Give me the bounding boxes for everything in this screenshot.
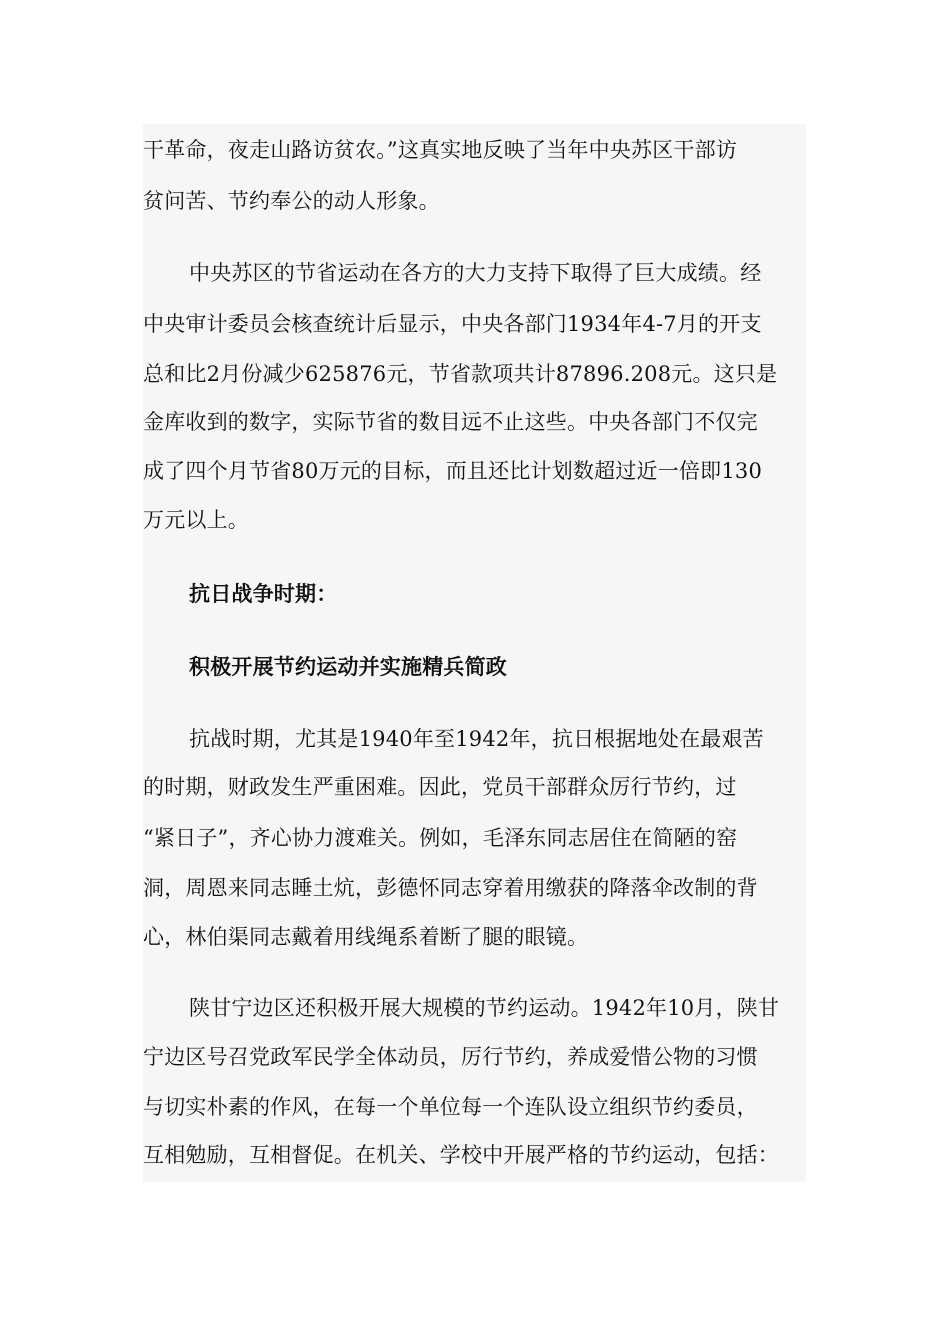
- paragraph-2-line-6: 万元以上。: [143, 508, 249, 532]
- paragraph-1-line-1: 干革命，夜走山路访贫农。”这真实地反映了当年中央苏区干部访: [143, 138, 738, 162]
- paragraph-3-line-3: “紧日子”，齐心协力渡难关。例如，毛泽东同志居住在简陋的窑: [143, 826, 738, 850]
- paragraph-2-line-1: 中央苏区的节省运动在各方的大力支持下取得了巨大成绩。经: [189, 261, 762, 285]
- section-heading: 抗日战争时期：: [189, 581, 338, 606]
- paragraph-1-line-2: 贫问苦、节约奉公的动人形象。: [143, 189, 440, 213]
- paragraph-2-line-3: 总和比2月份减少625876元，节省款项共计87896.208元。这只是: [143, 362, 778, 386]
- paragraph-4-line-3: 与切实朴素的作风，在每一个单位每一个连队设立组织节约委员，: [143, 1095, 758, 1119]
- subsection-heading: 积极开展节约运动并实施精兵简政: [189, 654, 507, 679]
- paragraph-2-line-2: 中央审计委员会核查统计后显示，中央各部门1934年4-7月的开支: [143, 312, 762, 336]
- paragraph-4-line-2: 宁边区号召党政军民学全体动员，厉行节约，养成爱惜公物的习惯: [143, 1045, 758, 1069]
- document-body: [143, 124, 806, 1182]
- paragraph-3-line-4: 洞，周恩来同志睡土炕，彭德怀同志穿着用缴获的降落伞改制的背: [143, 876, 758, 900]
- paragraph-2-line-5: 成了四个月节省80万元的目标，而且还比计划数超过近一倍即130: [143, 459, 763, 483]
- paragraph-3-line-5: 心，林伯渠同志戴着用线绳系着断了腿的眼镜。: [143, 925, 589, 949]
- paragraph-4-line-4: 互相勉励，互相督促。在机关、学校中开展严格的节约运动，包括：: [143, 1143, 779, 1167]
- paragraph-2-line-4: 金库收到的数字，实际节省的数目远不止这些。中央各部门不仅完: [143, 410, 758, 434]
- paragraph-3-line-1: 抗战时期，尤其是1940年至1942年，抗日根据地处在最艰苦: [189, 727, 764, 751]
- paragraph-4-line-1: 陕甘宁边区还积极开展大规模的节约运动。1942年10月，陕甘: [189, 996, 780, 1020]
- paragraph-3-line-2: 的时期，财政发生严重困难。因此，党员干部群众厉行节约，过: [143, 775, 737, 799]
